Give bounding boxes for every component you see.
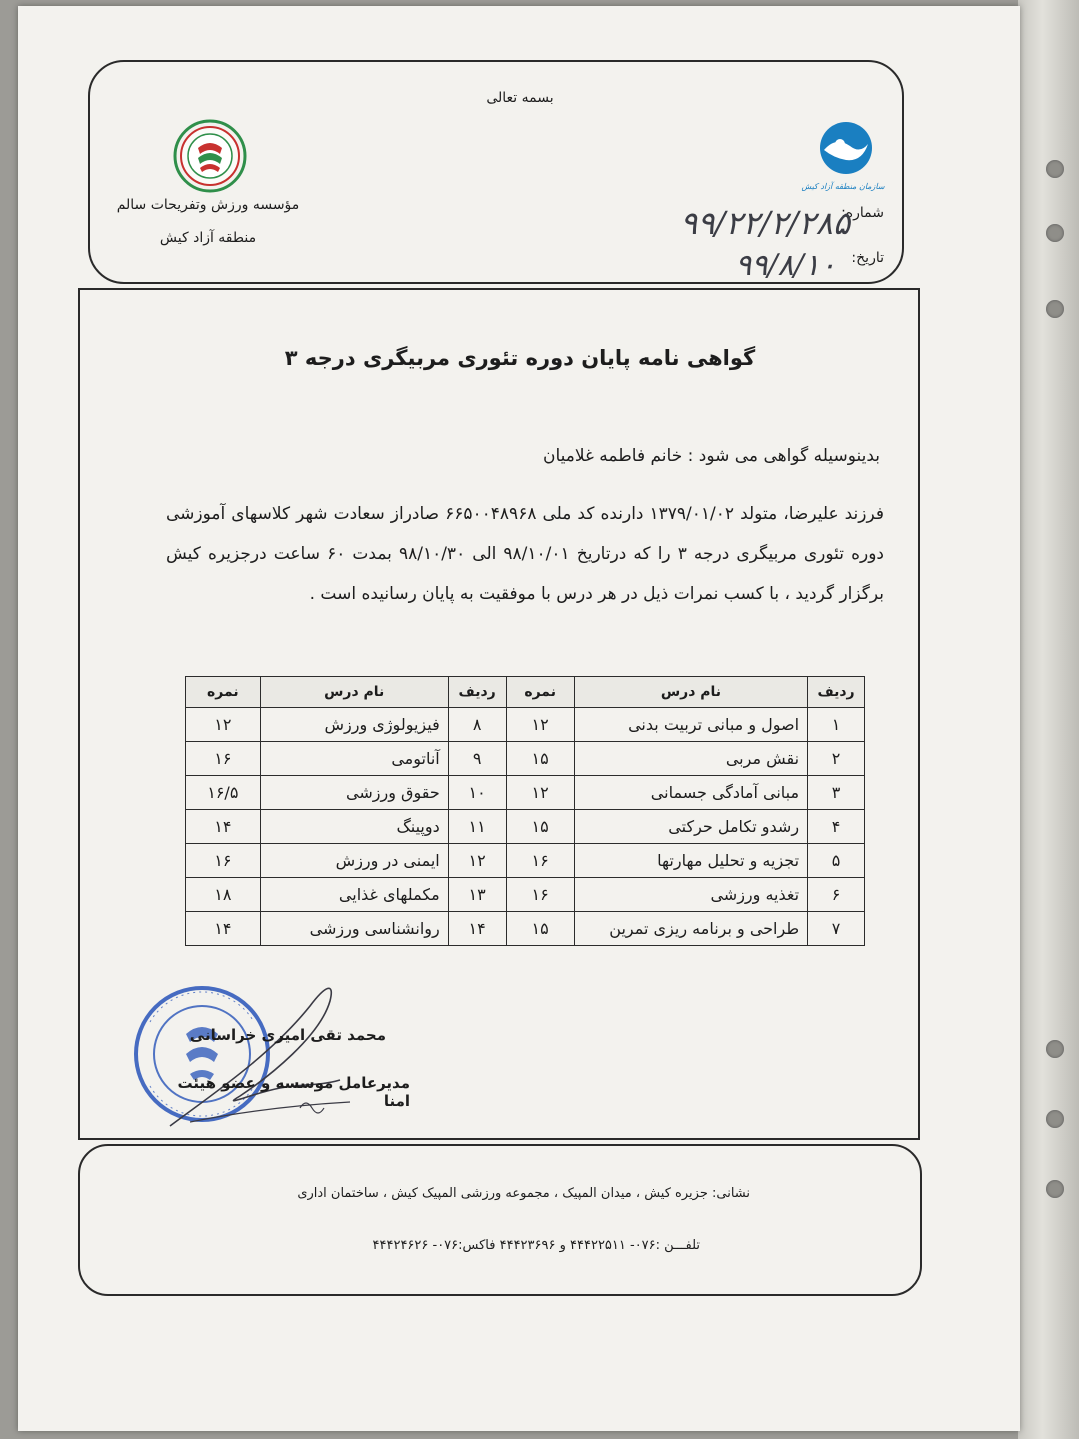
row-number: ۱۴: [448, 912, 506, 946]
row-number: ۷: [808, 912, 865, 946]
row-number: ۱۲: [448, 844, 506, 878]
course-grade: ۱۶/۵: [186, 776, 261, 810]
course-name: تجزیه و تحلیل مهارتها: [574, 844, 807, 878]
institute-region: منطقه آزاد کیش: [159, 230, 257, 246]
course-name: روانشناسی ورزشی: [260, 912, 448, 946]
row-number: ۶: [808, 878, 865, 912]
course-name: تغذیه ورزشی: [574, 878, 807, 912]
signer-role: مدیرعامل موسسه و عضو هیئت امنا: [177, 1074, 410, 1110]
grades-table: [185, 676, 865, 946]
row-number: ۱۳: [448, 878, 506, 912]
table-row: [186, 912, 865, 946]
course-grade: ۱۵: [506, 810, 574, 844]
signer-name: محمد تقی امیری خراسانی: [189, 1026, 386, 1044]
course-name: مبانی آمادگی جسمانی: [574, 776, 807, 810]
course-grade: ۱۲: [506, 776, 574, 810]
footer-frame: [78, 1144, 922, 1296]
kish-logo-caption: سازمان منطقه آزاد کیش: [801, 182, 885, 191]
course-name: رشدو تکامل حرکتی: [574, 810, 807, 844]
footer-phone: تلفـــن :۰۷۶- ۴۴۴۲۲۵۱۱ و ۴۴۴۲۳۶۹۶ فاکس:۰۷۶- ۴۴۴۲۴۶۲۶: [372, 1238, 700, 1253]
course-grade: ۱۴: [186, 912, 261, 946]
course-name: فیزیولوژی ورزش: [260, 708, 448, 742]
course-grade: ۱۶: [186, 844, 261, 878]
row-number: ۵: [808, 844, 865, 878]
course-grade: ۱۵: [506, 912, 574, 946]
row-number: ۹: [448, 742, 506, 776]
course-name: طراحی و برنامه ریزی تمرین: [574, 912, 807, 946]
table-row: [186, 708, 865, 742]
letter-number-value: ۹۹/۲۲/۲/۲۸۵: [680, 204, 850, 242]
letter-date-value: ۹۹/۸/۱۰: [735, 248, 836, 283]
punch-hole: [1046, 160, 1064, 178]
certificate-body-text: فرزند علیرضا، متولد ۱۳۷۹/۰۱/۰۲ دارنده کد ملی ۶۶۵۰۰۴۸۹۶۸ صادراز سعادت شهر کلاسهای آموزشی دوره تئوری مربیگری درجه ۳ را که درتاریخ ۹۸/۱۰/۰۱ الی ۹۸/۱۰/۳۰ بمدت ۶۰ ساعت درجزیره کیش برگزار گردید ، با کسب نمرات ذیل در هر درس با موفقیت به پایان رسانیده است .: [166, 504, 884, 604]
column-header-grade: نمره: [506, 677, 574, 708]
course-grade: ۱۶: [186, 742, 261, 776]
letter-number-label: شماره:: [841, 205, 884, 221]
course-grade: ۱۲: [186, 708, 261, 742]
row-number: ۱۱: [448, 810, 506, 844]
course-name: ایمنی در ورزش: [260, 844, 448, 878]
column-header-row-number: ردیف: [448, 677, 506, 708]
grades-header-row: [186, 677, 865, 708]
course-grade: ۱۴: [186, 810, 261, 844]
sports-institute-logo-icon: [172, 118, 248, 194]
course-name: نقش مربی: [574, 742, 807, 776]
certificate-title: گواهی نامه پایان دوره تئوری مربیگری درجه ۳: [284, 346, 756, 370]
sheet-protector-strip: [1018, 0, 1079, 1439]
row-number: ۸: [448, 708, 506, 742]
course-name: آناتومی: [260, 742, 448, 776]
course-grade: ۱۶: [506, 844, 574, 878]
punch-hole: [1046, 300, 1064, 318]
row-number: ۴: [808, 810, 865, 844]
course-grade: ۱۸: [186, 878, 261, 912]
punch-hole: [1046, 1180, 1064, 1198]
course-grade: ۱۲: [506, 708, 574, 742]
course-name: دوپینگ: [260, 810, 448, 844]
course-grade: ۱۶: [506, 878, 574, 912]
table-row: [186, 878, 865, 912]
punch-hole: [1046, 224, 1064, 242]
column-header-row-number: ردیف: [808, 677, 865, 708]
table-row: [186, 742, 865, 776]
row-number: ۲: [808, 742, 865, 776]
besmeh-text: بسمه تعالی: [486, 90, 554, 106]
table-row: [186, 810, 865, 844]
column-header-course: نام درس: [260, 677, 448, 708]
institute-name: مؤسسه ورزش وتفریحات سالم: [116, 197, 300, 213]
certificate-intro: بدینوسیله گواهی می شود : خانم فاطمه غلامیان: [542, 446, 880, 466]
row-number: ۳: [808, 776, 865, 810]
course-name: حقوق ورزشی: [260, 776, 448, 810]
punch-hole: [1046, 1040, 1064, 1058]
course-name: مکملهای غذایی: [260, 878, 448, 912]
table-row: [186, 776, 865, 810]
row-number: ۱: [808, 708, 865, 742]
footer-address: نشانی: جزیره کیش ، میدان المپیک ، مجموعه ورزشی المپیک کیش ، ساختمان اداری: [297, 1186, 750, 1201]
column-header-course: نام درس: [574, 677, 807, 708]
table-row: [186, 844, 865, 878]
row-number: ۱۰: [448, 776, 506, 810]
column-header-grade: نمره: [186, 677, 261, 708]
punch-hole: [1046, 1110, 1064, 1128]
course-grade: ۱۵: [506, 742, 574, 776]
letter-date-label: تاریخ:: [851, 250, 884, 266]
course-name: اصول و مبانی تربیت بدنی: [574, 708, 807, 742]
